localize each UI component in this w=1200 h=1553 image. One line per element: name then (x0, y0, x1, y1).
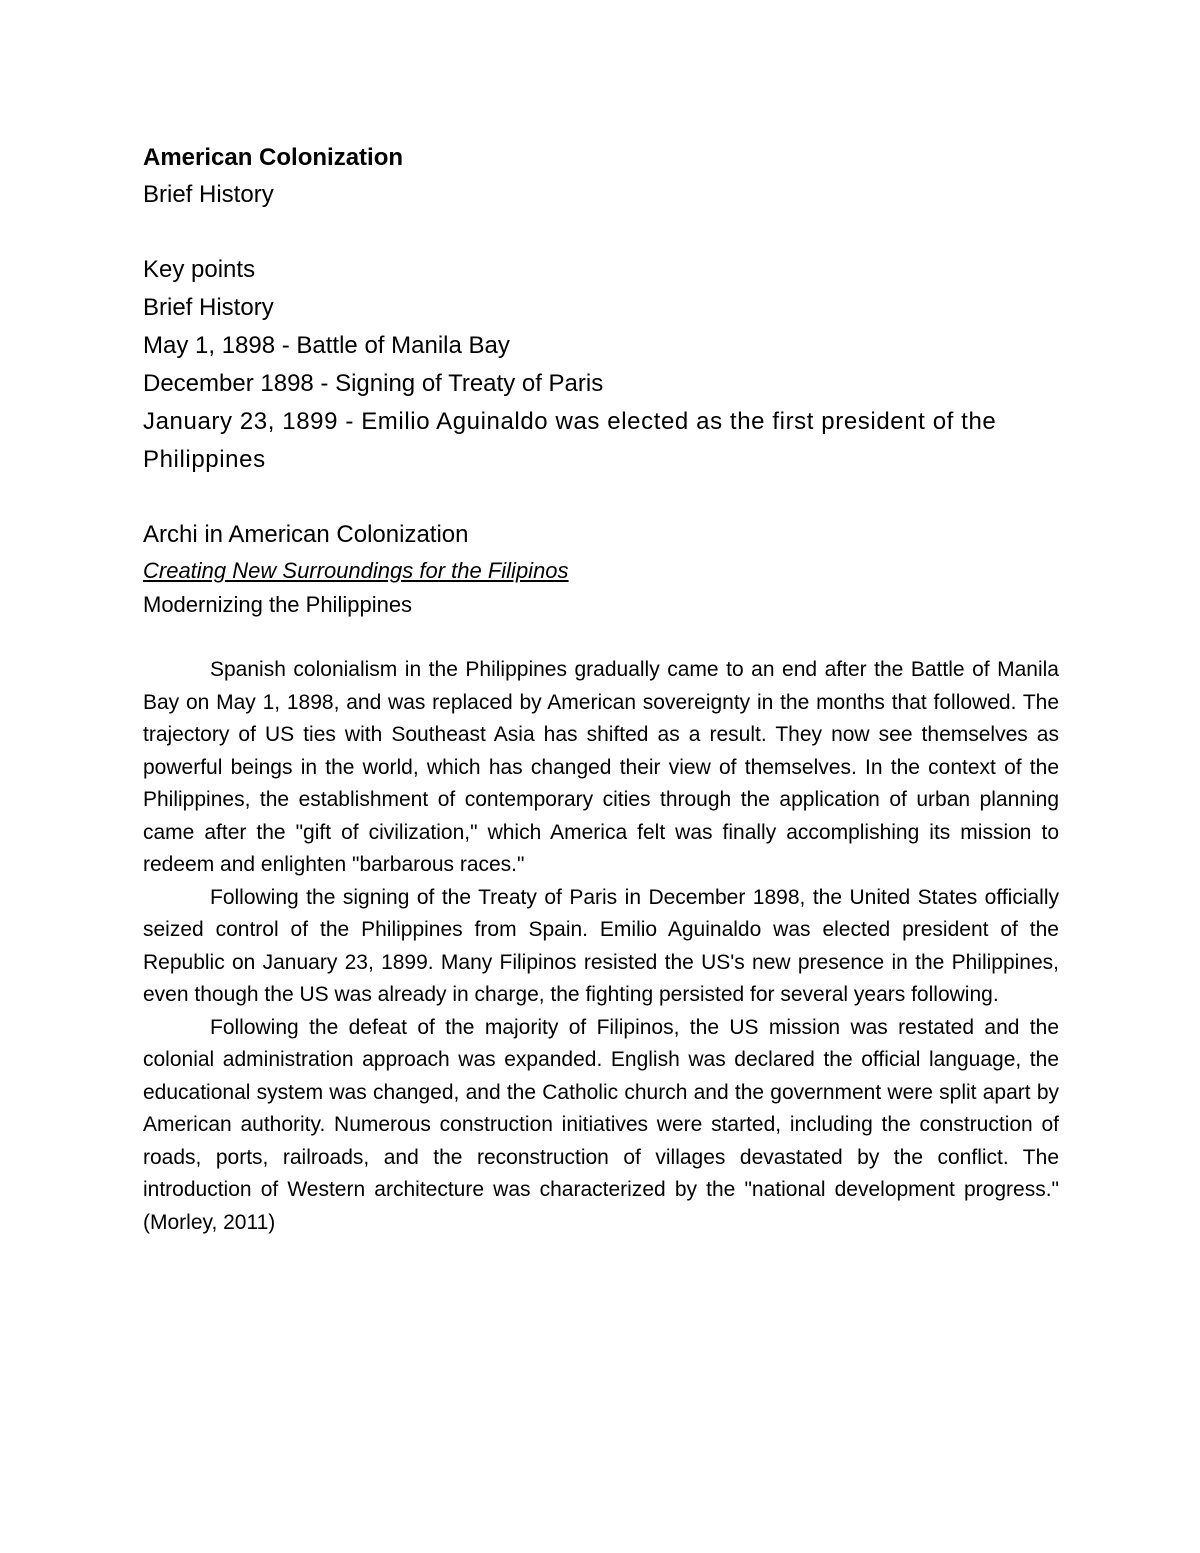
spacer (143, 479, 1059, 516)
body-paragraph: Following the defeat of the majority of Filipinos, the US mission was restated and the colonial administration approach was expanded. English was declared the official language, the educational system was changed, and the Catholic church and the government were split apart by American authority. Numerous construction initiatives were started, including the construction of roads, ports, railroads, and the reconstruction of villages devastated by the conflict. The introduction of Western architecture was characterized by the "national development progress." (Morley, 2011) (143, 1015, 1059, 1234)
spacer (143, 622, 1059, 654)
body-paragraph: Spanish colonialism in the Philippines gradually came to an end after the Battle of Manila Bay on May 1, 1898, and was replaced by American sovereignty in the months that followed. The trajectory of US ties with Southeast Asia has shifted as a result. They now see themselves as powerful beings in the world, which has changed their view of themselves. In the context of the Philippines, the establishment of contemporary cities through the application of urban planning came after the "gift of civilization," which America felt was finally accomplishing its mission to redeem and enlighten "barbarous races." (143, 658, 1059, 876)
key-point-item: May 1, 1898 - Battle of Manila Bay (143, 332, 510, 359)
section-subheading: Modernizing the Philippines (143, 592, 413, 617)
section-subheading-italic: Creating New Surroundings for the Filipinos (143, 558, 569, 583)
document-content (143, 140, 1059, 1239)
key-points-subheading: Brief History (143, 294, 274, 321)
spacer (143, 214, 1059, 251)
section-heading: Archi in American Colonization (143, 521, 469, 548)
key-point-item: December 1898 - Signing of Treaty of Paris (143, 370, 604, 397)
key-points-heading: Key points (143, 256, 256, 283)
document-title: American Colonization (143, 144, 404, 171)
document-subtitle: Brief History (143, 181, 274, 208)
body-paragraph: Following the signing of the Treaty of Paris in December 1898, the United States officially seized control of the Philippines from Spain. Emilio Aguinaldo was elected president of the Republic on January 23, 1899. Many Filipinos resisted the US's new presence in the Philippines, even though the US was already in charge, the fighting persisted for several years following. (143, 885, 1059, 1006)
key-point-item: January 23, 1899 - Emilio Aguinaldo was elected as the first president of the Philippines (143, 408, 997, 473)
